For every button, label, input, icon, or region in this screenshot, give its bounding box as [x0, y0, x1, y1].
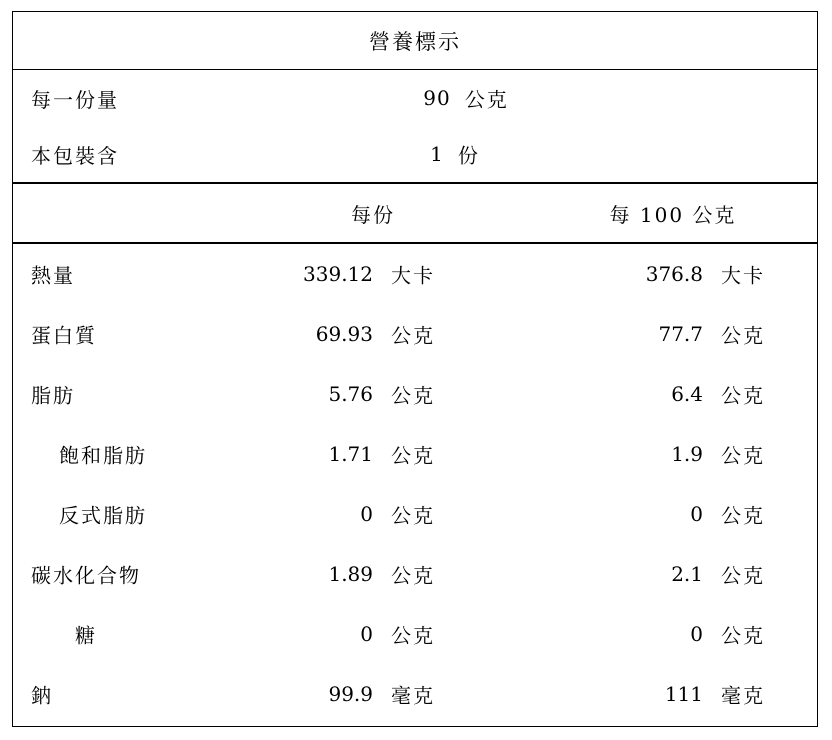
nutrient-rows — [13, 244, 817, 724]
table-row — [13, 484, 817, 544]
nutrition-facts-panel — [12, 11, 818, 727]
nutrient-per-serving-unit: 公克 — [391, 323, 435, 348]
nutrient-per-serving-unit: 公克 — [391, 503, 435, 528]
nutrient-name: 碳水化合物 — [31, 563, 141, 588]
servings-per-package-value-group — [13, 142, 832, 166]
servings-per-package-unit: 份 — [457, 143, 480, 168]
table-row — [13, 304, 817, 364]
nutrient-per-serving-value: 0 — [360, 502, 373, 526]
nutrient-name: 反式脂肪 — [59, 503, 147, 528]
column-header-per-100g: 每 100 公克 — [609, 202, 737, 227]
table-row — [13, 664, 817, 724]
nutrient-per-serving-unit: 公克 — [391, 443, 435, 468]
nutrient-name: 脂肪 — [31, 383, 75, 408]
nutrient-per-100g-unit: 公克 — [721, 563, 765, 588]
servings-per-package-label: 本包裝含 — [31, 143, 119, 168]
table-row — [13, 244, 817, 304]
nutrient-per-serving-value: 69.93 — [315, 322, 373, 346]
nutrient-per-serving-unit: 公克 — [391, 623, 435, 648]
nutrient-name: 鈉 — [31, 683, 53, 708]
nutrient-per-100g-unit: 公克 — [721, 383, 765, 408]
nutrient-per-serving-value: 5.76 — [328, 382, 373, 406]
nutrient-per-100g-unit: 公克 — [721, 443, 765, 468]
nutrient-per-100g-unit: 公克 — [721, 623, 765, 648]
serving-info-block — [13, 70, 817, 184]
nutrient-name: 糖 — [75, 623, 97, 648]
serving-size-value-group — [13, 86, 832, 110]
nutrient-per-100g-unit: 毫克 — [721, 683, 765, 708]
table-row — [13, 424, 817, 484]
nutrient-per-100g-value: 77.7 — [658, 322, 703, 346]
nutrition-facts-title-row — [13, 12, 817, 70]
nutrient-per-100g-value: 376.8 — [645, 262, 703, 286]
nutrient-name: 熱量 — [31, 263, 75, 288]
table-row — [13, 604, 817, 664]
nutrient-per-100g-value: 0 — [690, 502, 703, 526]
nutrient-per-100g-unit: 大卡 — [721, 263, 765, 288]
serving-size-row — [13, 70, 817, 126]
nutrient-per-100g-value: 1.9 — [671, 442, 703, 466]
nutrient-per-100g-value: 6.4 — [671, 382, 703, 406]
serving-size-unit: 公克 — [464, 87, 509, 112]
nutrient-per-100g-unit: 公克 — [721, 323, 765, 348]
table-row — [13, 364, 817, 424]
table-row — [13, 544, 817, 604]
page-title: 營養標示 — [369, 29, 461, 54]
nutrient-per-100g-value: 2.1 — [671, 562, 703, 586]
nutrient-per-serving-unit: 公克 — [391, 383, 435, 408]
nutrient-per-serving-value: 1.71 — [328, 442, 373, 466]
nutrient-per-serving-value: 99.9 — [328, 682, 373, 706]
column-header-per-serving: 每份 — [351, 202, 395, 227]
nutrient-per-100g-value: 0 — [690, 622, 703, 646]
column-header-row — [13, 184, 817, 244]
nutrient-per-serving-unit: 大卡 — [391, 263, 435, 288]
nutrient-name: 蛋白質 — [31, 323, 97, 348]
serving-size-value: 90 — [423, 86, 451, 110]
serving-size-label: 每一份量 — [31, 87, 119, 112]
nutrient-per-100g-value: 111 — [664, 682, 703, 706]
nutrient-name: 飽和脂肪 — [59, 443, 147, 468]
nutrient-per-serving-unit: 公克 — [391, 563, 435, 588]
servings-per-package-value: 1 — [430, 142, 444, 166]
nutrient-per-100g-unit: 公克 — [721, 503, 765, 528]
nutrient-per-serving-unit: 毫克 — [391, 683, 435, 708]
servings-per-package-row — [13, 126, 817, 182]
nutrient-per-serving-value: 1.89 — [328, 562, 373, 586]
nutrient-per-serving-value: 0 — [360, 622, 373, 646]
nutrient-per-serving-value: 339.12 — [303, 262, 373, 286]
